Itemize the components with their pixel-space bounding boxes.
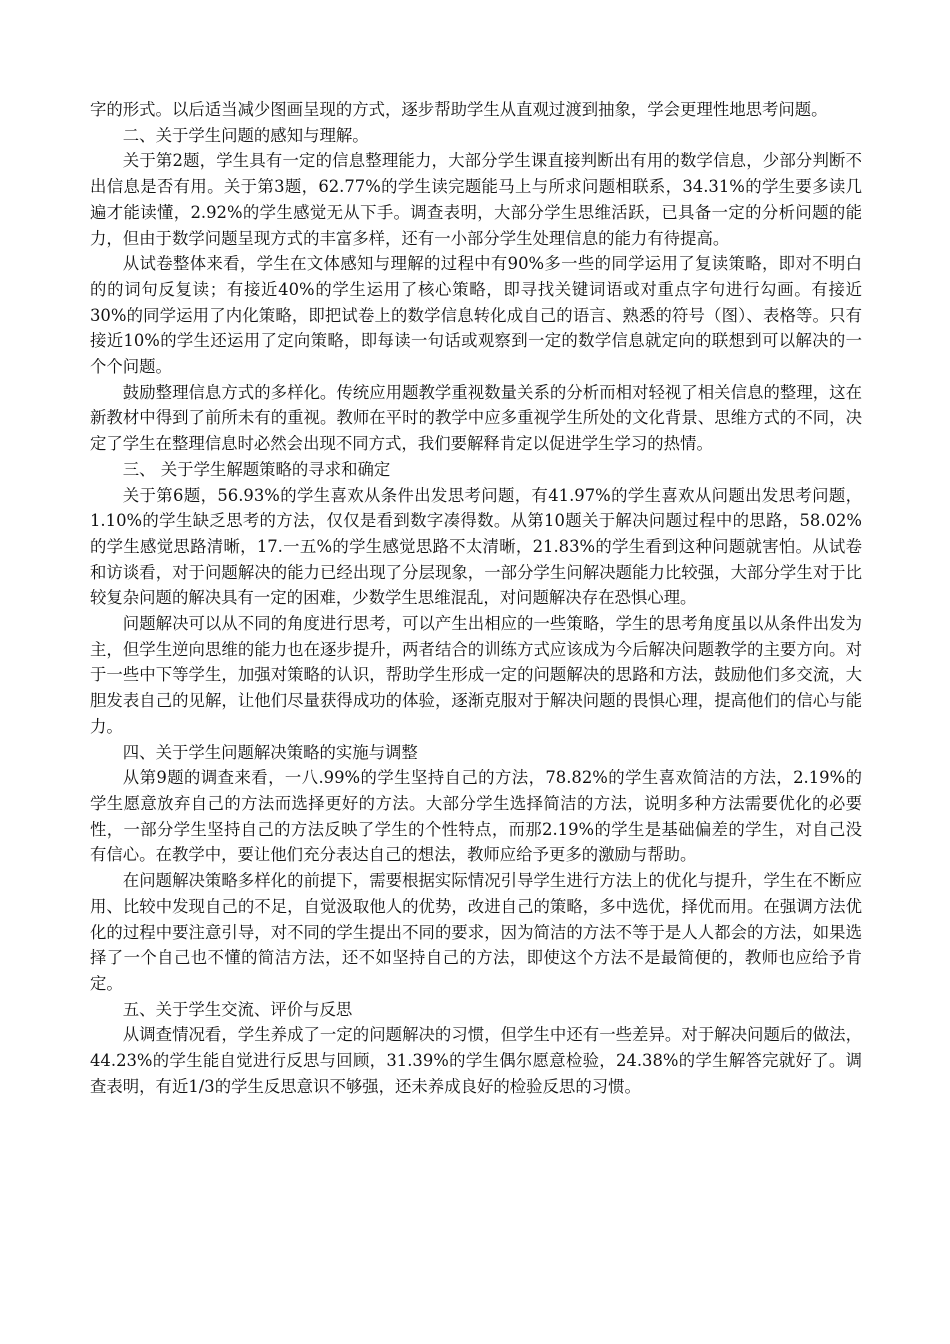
paragraph: 问题解决可以从不同的角度进行思考，可以产生出相应的一些策略，学生的思考角度虽以从条件出发为主，但学生逆向思维的能力也在逐步提升，两者结合的训练方式应该成为今后解决问题教学的主要方向。对于一些中下等学生，加强对策略的认识，帮助学生形成一定的问题解决的思路和方法，鼓励他们多交流，大胆发表自己的见解，让他们尽量获得成功的体验，逐渐克服对于解决问题的畏惧心理，提高他们的信心与能力。 — [90, 614, 862, 736]
section-heading-5: 五、关于学生交流、评价与反思 — [122, 999, 353, 1019]
paragraph: 在问题解决策略多样化的前提下，需要根据实际情况引导学生进行方法上的优化与提升，学生在不断应用、比较中发现自己的不足，自觉汲取他人的优势，改进自己的策略，多中选优，择优而用。在强调方法优化的过程中要注意引导，对不同的学生提出不同的要求，因为简洁的方法不等于是人人都会的方法，如果选择了一个自己也不懂的简洁方法，还不如坚持自己的方法，即使这个方法不是最简便的，教师也应给予肯定。 — [90, 871, 862, 993]
section-heading-3: 三、 关于学生解题策略的寻求和确定 — [122, 459, 391, 479]
section-heading-4: 四、关于学生问题解决策略的实施与调整 — [122, 742, 418, 762]
paragraph: 鼓励整理信息方式的多样化。传统应用题教学重视数量关系的分析而相对轻视了相关信息的整理，这在新教材中得到了前所未有的重视。教师在平时的教学中应多重视学生所处的文化背景、思维方式的不同，决定了学生在整理信息时必然会出现不同方式，我们要解释肯定以促进学生学习的热情。 — [90, 382, 862, 454]
section-heading-2: 二、关于学生问题的感知与理解。 — [122, 125, 369, 145]
paragraph: 从试卷整体来看，学生在文体感知与理解的过程中有90%多一些的同学运用了复读策略，即对不明白的的词句反复读；有接近40%的学生运用了核心策略，即寻找关键词语或对重点字句进行勾画。有接近30%的同学运用了内化策略，即把试卷上的数学信息转化成自己的语言、熟悉的符号（图）、表格等。只有接近10%的学生还运用了定向策略，即每读一句话或观察到一定的数学信息就定向的联想到可以解决的一个个问题。 — [90, 254, 862, 377]
document-body — [90, 97, 862, 1099]
paragraph: 从第9题的调查来看，一八.99%的学生坚持自己的方法，78.82%的学生喜欢简洁的方法，2.19%的学生愿意放弃自己的方法而选择更好的方法。大部分学生选择简洁的方法，说明多种方法需要优化的必要性，一部分学生坚持自己的方法反映了学生的个性特点，而那2.19%的学生是基础偏差的学生，对自己没有信心。在教学中，要让他们充分表达自己的想法，教师应给予更多的激励与帮助。 — [90, 768, 862, 865]
paragraph: 从调查情况看，学生养成了一定的问题解决的习惯，但学生中还有一些差异。对于解决问题后的做法，44.23%的学生能自觉进行反思与回顾，31.39%的学生偶尔愿意检验，24.38%的学生解答完就好了。调查表明，有近1/3的学生反思意识不够强，还未养成良好的检验反思的习惯。 — [90, 1025, 862, 1096]
paragraph-continuation: 字的形式。以后适当减少图画呈现的方式，逐步帮助学生从直观过渡到抽象，学会更理性地思考问题。 — [90, 100, 828, 119]
paragraph: 关于第2题，学生具有一定的信息整理能力，大部分学生课直接判断出有用的数学信息，少部分判断不出信息是否有用。关于第3题，62.77%的学生读完题能马上与所求问题相联系，34.31%的学生要多读几遍才能读懂，2.92%的学生感觉无从下手。调查表明，大部分学生思维活跃，已具备一定的分析问题的能力，但由于数学问题呈现方式的丰富多样，还有一小部分学生处理信息的能力有待提高。 — [90, 151, 862, 248]
paragraph: 关于第6题，56.93%的学生喜欢从条件出发思考问题，有41.97%的学生喜欢从问题出发思考问题，1.10%的学生缺乏思考的方法，仅仅是看到数字凑得数。从第10题关于解决问题过程中的思路，58.02%的学生感觉思路清晰，17.一五%的学生感觉思路不太清晰，21.83%的学生看到这种问题就害怕。从试卷和访谈看，对于问题解决的能力已经出现了分层现象，一部分学生问解决题能力比较强，大部分学生对于比较复杂问题的解决具有一定的困难，少数学生思维混乱，对问题解决存在恐惧心理。 — [90, 485, 862, 608]
